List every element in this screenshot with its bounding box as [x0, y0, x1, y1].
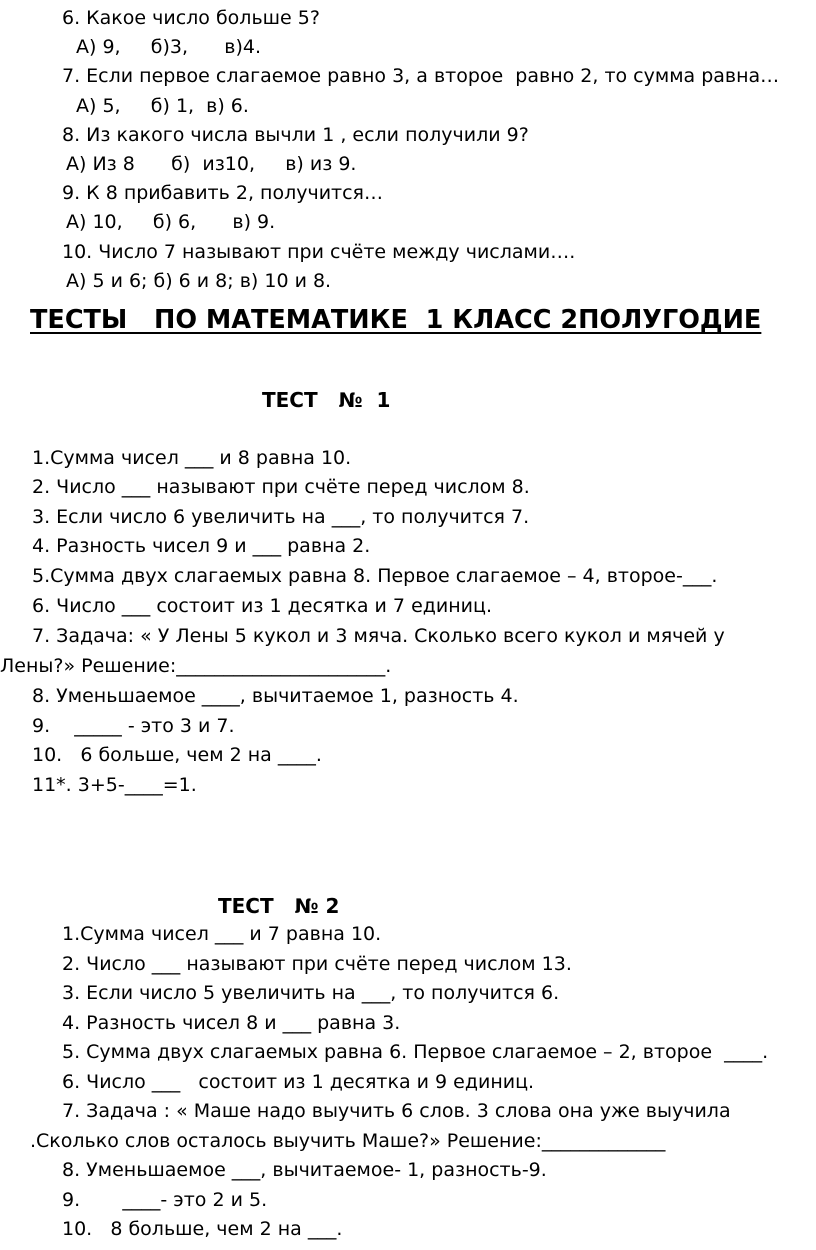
- test-1-line: 7. Задача: « У Лены 5 кукол и 3 мяча. Сколько всего кукол и мячей у: [32, 625, 725, 647]
- question-8: 8. Из какого числа вычли 1 , если получили 9?: [62, 124, 529, 146]
- test-2-line: 1.Сумма чисел ___ и 7 равна 10.: [62, 923, 382, 945]
- test-1-line: 3. Если число 6 увеличить на ___, то получится 7.: [32, 506, 530, 528]
- answer-options-6: А) 9, б)3, в)4.: [76, 36, 262, 58]
- question-6: 6. Какое число больше 5?: [62, 7, 320, 29]
- answer-options-8: А) Из 8 б) из10, в) из 9.: [66, 153, 357, 175]
- question-9: 9. К 8 прибавить 2, получится…: [62, 182, 383, 204]
- test-2-line: 9. ____- это 2 и 5.: [62, 1189, 268, 1211]
- test-1-line: 6. Число ___ состоит из 1 десятка и 7 единиц.: [32, 595, 492, 617]
- test-1-line: 8. Уменьшаемое ____, вычитаемое 1, разность 4.: [32, 685, 519, 707]
- test-2-line: 8. Уменьшаемое ___, вычитаемое- 1, разность-9.: [62, 1159, 547, 1181]
- test-2-line: 6. Число ___ состоит из 1 десятка и 9 единиц.: [62, 1071, 535, 1093]
- test-1-line: 4. Разность чисел 9 и ___ равна 2.: [32, 535, 371, 557]
- test-2-line: 3. Если число 5 увеличить на ___, то получится 6.: [62, 982, 560, 1004]
- test-1-line: 9. _____ - это 3 и 7.: [32, 715, 235, 737]
- test-1-title: ТЕСТ № 1: [262, 388, 391, 412]
- test-2-line: .Сколько слов осталось выучить Маше?» Решение:_____________: [30, 1130, 666, 1152]
- test-1-line: 11*. 3+5-____=1.: [32, 774, 197, 796]
- page-title: ТЕСТЫ ПО МАТЕМАТИКЕ 1 КЛАСС 2ПОЛУГОДИЕ: [30, 305, 762, 335]
- test-1-line: 1.Сумма чисел ___ и 8 равна 10.: [32, 447, 352, 469]
- test-2-line: 10. 8 больше, чем 2 на ___.: [62, 1218, 343, 1240]
- test-1-line: 10. 6 больше, чем 2 на ____.: [32, 744, 322, 766]
- answer-options-9: А) 10, б) 6, в) 9.: [66, 211, 276, 233]
- test-1-line: 2. Число ___ называют при счёте перед числом 8.: [32, 476, 530, 498]
- test-2-line: 2. Число ___ называют при счёте перед числом 13.: [62, 953, 572, 975]
- test-2-line: 4. Разность чисел 8 и ___ равна 3.: [62, 1012, 401, 1034]
- question-7: 7. Если первое слагаемое равно 3, а второе равно 2, то сумма равна…: [62, 65, 780, 87]
- test-2-line: 5. Сумма двух слагаемых равна 6. Первое слагаемое – 2, второе ____.: [62, 1041, 769, 1063]
- question-10: 10. Число 7 называют при счёте между числами….: [62, 241, 576, 263]
- answer-options-10: А) 5 и 6; б) 6 и 8; в) 10 и 8.: [66, 270, 332, 292]
- test-1-line: 5.Сумма двух слагаемых равна 8. Первое слагаемое – 4, второе-___.: [32, 565, 718, 587]
- answer-options-7: А) 5, б) 1, в) 6.: [76, 95, 249, 117]
- test-2-title: ТЕСТ № 2: [218, 894, 340, 918]
- test-2-line: 7. Задача : « Маше надо выучить 6 слов. 3 слова она уже выучила: [62, 1100, 731, 1122]
- test-1-line: Лены?» Решение:______________________.: [0, 655, 392, 677]
